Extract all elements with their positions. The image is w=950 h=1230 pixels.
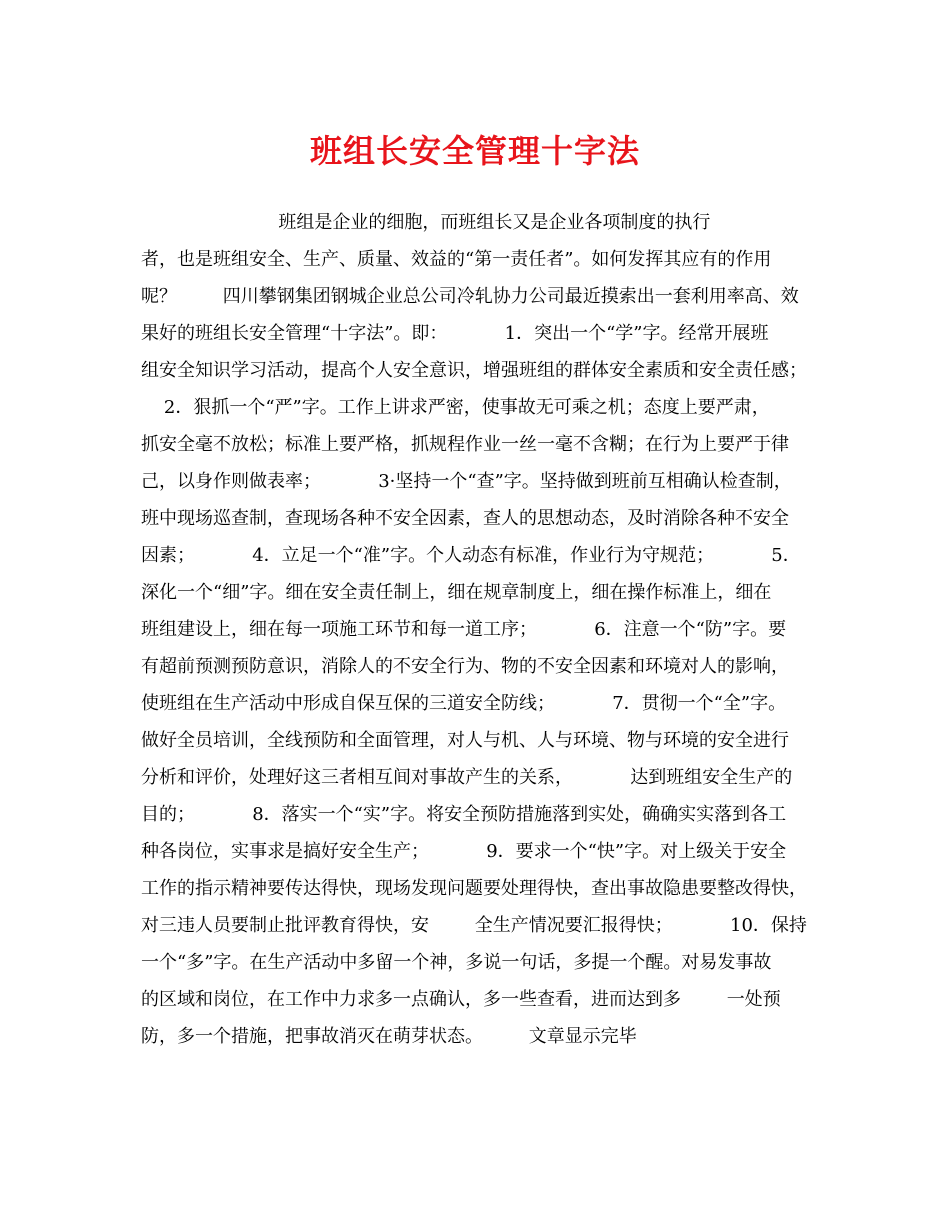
body-line: 班组建设上，细在每一项施工环节和每一道工序； 6．注意一个“防”字。要 (141, 619, 787, 640)
body-line: 使班组在生产活动中形成自保互保的三道安全防线； 7．贯彻一个“全”字。 (141, 693, 787, 714)
body-line: 组安全知识学习活动，提高个人安全意识，增强班组的群体安全素质和安全责任感； (141, 360, 807, 381)
body-line: 工作的指示精神要传达得快，现场发现问题要处理得快，查出事故隐患要整改得快， (141, 878, 807, 899)
body-line: 深化一个“细”字。细在安全责任制上，细在规章制度上，细在操作标准上，细在 (141, 582, 772, 603)
body-line: 抓安全毫不放松；标准上要严格，抓规程作业一丝一毫不含糊；在行为上要严于律 (141, 434, 789, 455)
body-line: 呢？ 四川攀钢集团钢城企业总公司冷轧协力公司最近摸索出一套利用率高、效 (141, 286, 799, 307)
document-title: 班组长安全管理十字法 (309, 132, 640, 170)
body-line: 种各岗位，实事求是搞好安全生产； 9．要求一个“快”字。对上级关于安全 (141, 841, 787, 862)
body-line: 有超前预测预防意识，消除人的不安全行为、物的不安全因素和环境对人的影响， (141, 656, 789, 677)
body-line: 因素； 4．立足一个“准”字。个人动态有标准，作业行为守规范； 5． (141, 545, 801, 566)
body-line: 己，以身作则做表率； 3·坚持一个“查”字。坚持做到班前互相确认检查制， (141, 471, 792, 492)
body-line: 防，多一个措施，把事故消灭在萌芽状态。 文章显示完毕 (141, 1026, 637, 1047)
body-line: 2．狠抓一个“严”字。工作上讲求严密，使事故无可乘之机；态度上要严肃， (141, 397, 770, 418)
body-line: 分析和评价，处理好这三者相互间对事故产生的关系， 达到班组安全生产的 (141, 767, 793, 788)
body-line: 目的； 8．落实一个“实”字。将安全预防措施落到实处，确确实实落到各工 (141, 804, 787, 825)
body-line: 一个“多”字。在生产活动中多留一个神，多说一句话，多提一个醒。对易发事故 (141, 952, 772, 973)
body-line: 者，也是班组安全、生产、质量、效益的“第一责任者”。如何发挥其应有的作用 (141, 249, 772, 270)
body-line: 果好的班组长安全管理“十字法”。即： 1．突出一个“学”字。经常开展班 (141, 323, 769, 344)
body-line: 对三违人员要制止批评教育得快，安 全生产情况要汇报得快； 10．保持 (141, 915, 807, 936)
body-line: 的区域和岗位，在工作中力求多一点确认，多一些查看，进而达到多 一处预 (141, 989, 781, 1010)
body-line: 做好全员培训，全线预防和全面管理，对人与机、人与环境、物与环境的安全进行 (141, 730, 789, 751)
document-body (141, 204, 821, 1055)
body-line: 班中现场巡查制，查现场各种不安全因素，查人的思想动态，及时消除各种不安全 (141, 508, 789, 529)
body-line: 班组是企业的细胞，而班组长又是企业各项制度的执行 (141, 212, 711, 233)
